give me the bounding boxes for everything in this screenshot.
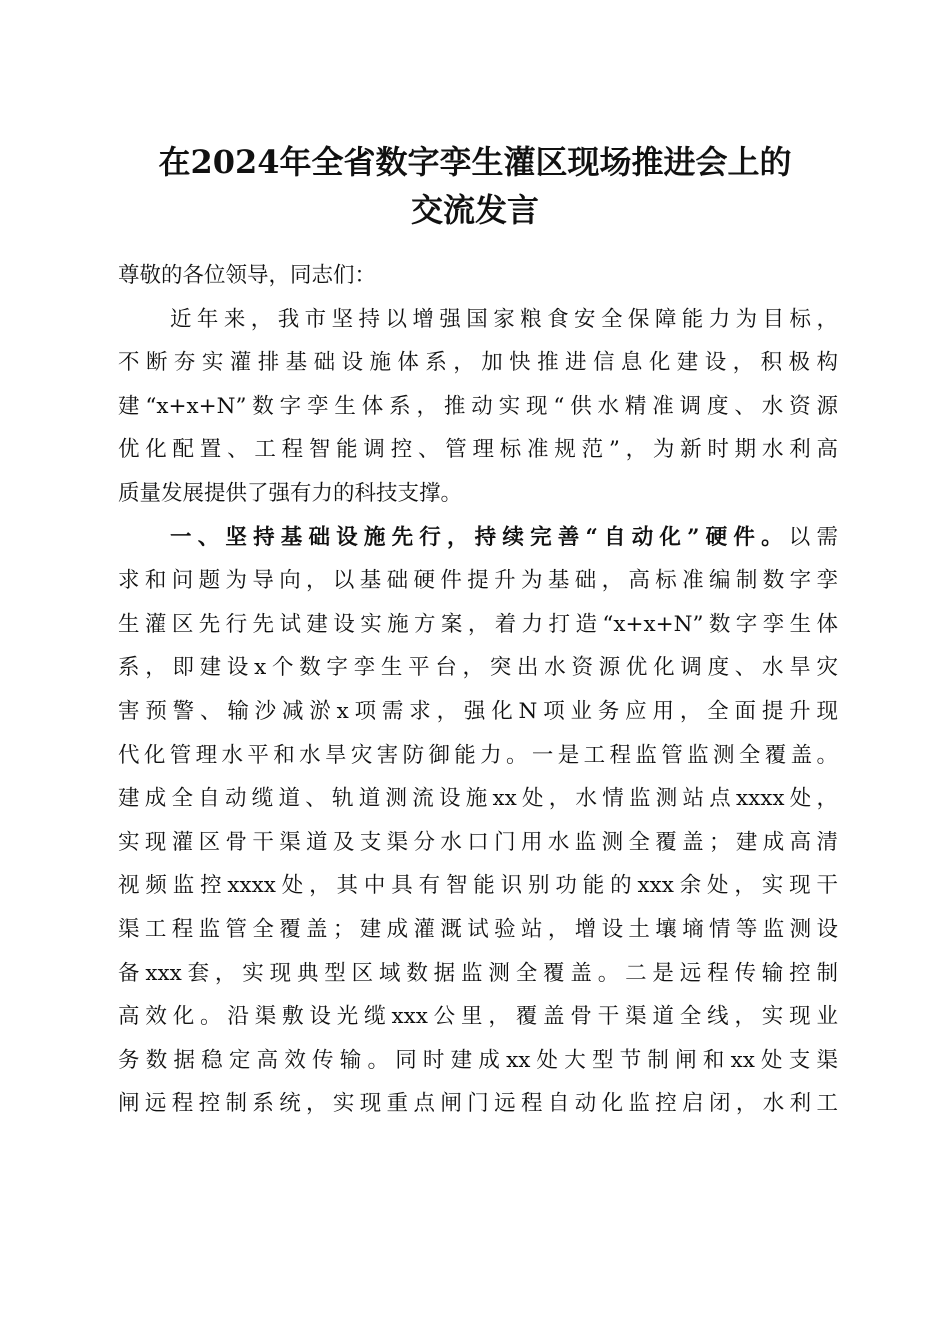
- section-1-line: 代化管理水平和水旱灾害防御能力。一是工程监管监测全覆盖。: [118, 742, 838, 768]
- section-1-line: 闸远程控制系统，实现重点闸门远程自动化监控启闭，水利工: [118, 1091, 838, 1117]
- section-1-line: 实现灌区骨干渠道及支渠分水口门用水监测全覆盖；建成高清: [118, 829, 838, 855]
- document-body: [118, 254, 838, 1126]
- section-1-line: 高效化。沿渠敷设光缆xxx公里，覆盖骨干渠道全线，实现业: [118, 1004, 838, 1030]
- section-1-line: 建成全自动缆道、轨道测流设施xx处，水情监测站点xxxx处，: [118, 786, 838, 812]
- section-1-line: 系，即建设x个数字孪生平台，突出水资源优化调度、水旱灾: [118, 655, 838, 681]
- section-1-line: 求和问题为导向，以基础硬件提升为基础，高标准编制数字孪: [118, 568, 838, 594]
- section-1-line: 害预警、输沙减淤x项需求，强化N项业务应用，全面提升现: [118, 698, 838, 724]
- section-1-first-line: [118, 516, 838, 560]
- section-1-line: 视频监控xxxx处，其中具有智能识别功能的xxx余处，实现干: [118, 873, 838, 899]
- section-1-heading-tail: 以需: [788, 524, 838, 550]
- document-title: [100, 138, 850, 234]
- intro-line: 建“x+x+N”数字孪生体系，推动实现“供水精准调度、水资源: [118, 393, 838, 419]
- title-line-2: 交流发言: [410, 191, 539, 229]
- intro-line: 优化配置、工程智能调控、管理标准规范”，为新时期水利高: [118, 437, 838, 463]
- title-line-1: 在2024年全省数字孪生灌区现场推进会上的: [158, 143, 792, 181]
- intro-line: 质量发展提供了强有力的科技支撑。: [118, 480, 463, 506]
- intro-line: 近年来，我市坚持以增强国家粮食安全保障能力为目标，: [170, 306, 838, 332]
- section-1-line: 务数据稳定高效传输。同时建成xx处大型节制闸和xx处支渠: [118, 1047, 838, 1073]
- section-1-line: 生灌区先行先试建设实施方案，着力打造“x+x+N”数字孪生体: [118, 611, 838, 637]
- section-1-line: 渠工程监管全覆盖；建成灌溉试验站，增设土壤墒情等监测设: [118, 916, 838, 942]
- section-1-heading: 一、坚持基础设施先行，持续完善“自动化”硬件。: [170, 524, 789, 550]
- section-1-line: 备xxx套，实现典型区域数据监测全覆盖。二是远程传输控制: [118, 960, 838, 986]
- salutation: 尊敬的各位领导，同志们：: [118, 263, 377, 288]
- intro-line: 不断夯实灌排基础设施体系，加快推进信息化建设，积极构: [118, 350, 838, 376]
